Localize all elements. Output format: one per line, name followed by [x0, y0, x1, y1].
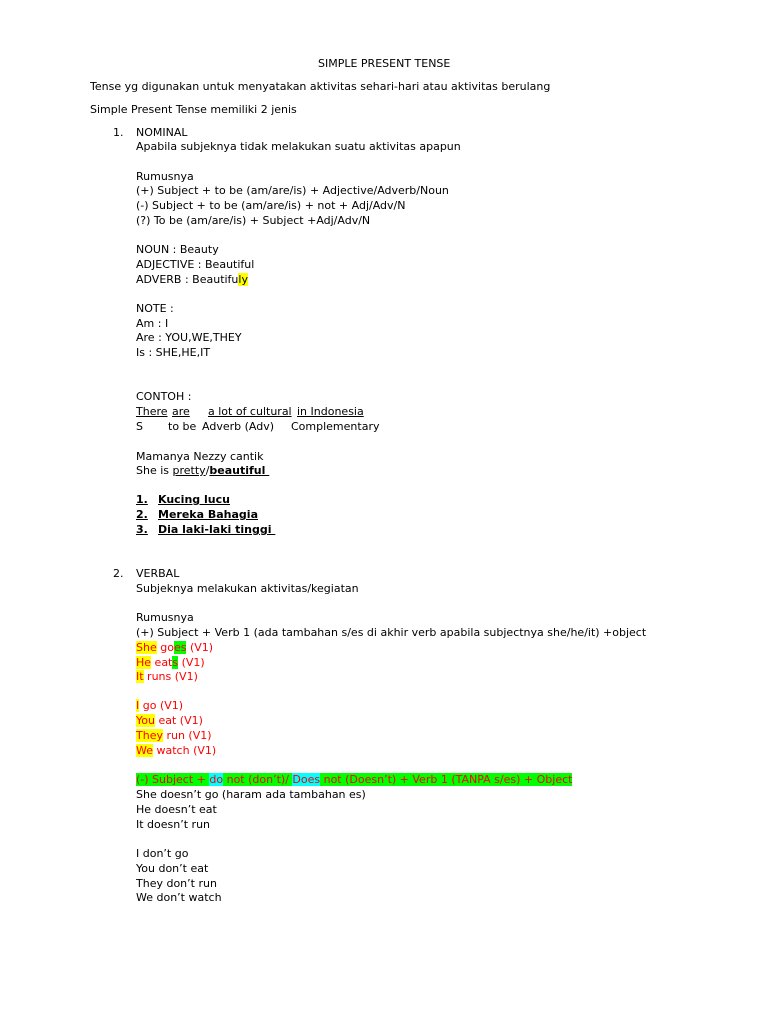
adjective-line: ADJECTIVE : Beautiful	[136, 258, 255, 271]
example-indonesian: Mamanya Nezzy cantik	[136, 450, 264, 463]
exercise-num-3: 3.	[136, 523, 148, 536]
subject-she: She	[136, 641, 157, 654]
contoh-role-subject: S	[136, 420, 143, 433]
neg-formula-do: do	[209, 773, 224, 786]
nominal-description: Apabila subjeknya tidak melakukan suatu aktivitas apapun	[136, 140, 461, 153]
exercise-text-3: Dia laki-laki tinggi	[158, 523, 276, 536]
subject-you: You	[136, 714, 155, 727]
verbal-example-we	[136, 744, 216, 758]
verbal-heading: VERBAL	[136, 567, 180, 580]
note-are: Are : YOU,WE,THEY	[136, 331, 242, 344]
nominal-formula-positive: (+) Subject + to be (am/are/is) + Adjective/Adverb/Noun	[136, 184, 449, 197]
neg-example-you: You don’t eat	[136, 862, 209, 875]
document-title: SIMPLE PRESENT TENSE	[318, 57, 451, 70]
verb-eat: eat	[154, 656, 173, 669]
exercise-text-1: Kucing lucu	[158, 493, 230, 506]
subject-it: It	[136, 670, 144, 683]
verb-eat-plain: eat (V1)	[154, 714, 203, 727]
v1-label: (V1)	[178, 656, 205, 669]
example-english	[136, 464, 269, 478]
example-pretty: pretty	[172, 464, 206, 477]
neg-formula-does: Does	[292, 773, 321, 786]
note-am: Am : I	[136, 317, 169, 330]
example-beautiful: beautiful	[209, 464, 270, 477]
neg-formula-part-b: not (don’t)/	[223, 773, 293, 786]
verb-watch-plain: watch (V1)	[153, 744, 217, 757]
verbal-rumus-label: Rumusnya	[136, 611, 194, 624]
nominal-rumus-label: Rumusnya	[136, 170, 194, 183]
contoh-role-adverb: Adverb (Adv)	[202, 420, 274, 433]
intro-text: Tense yg digunakan untuk menyatakan aktivitas sehari-hari atau aktivitas berulang	[90, 80, 551, 93]
subject-he: He	[136, 656, 152, 669]
neg-formula-part-a: (-) Subject +	[136, 773, 210, 786]
list-number-1: 1.	[113, 126, 124, 139]
exercise-num-1: 1.	[136, 493, 148, 506]
verbal-formula-negative	[136, 773, 572, 787]
note-label: NOTE :	[136, 302, 174, 315]
subject-we: We	[136, 744, 153, 757]
neg-example-we: We don’t watch	[136, 891, 222, 904]
neg-example-it: It doesn’t run	[136, 818, 211, 831]
neg-formula-part-c: not (Doesn’t) + Verb 1 (TANPA s/es) + Object	[320, 773, 573, 786]
neg-example-she: She doesn’t go (haram ada tambahan es)	[136, 788, 366, 801]
exercise-num-2: 2.	[136, 508, 148, 521]
neg-example-i: I don’t go	[136, 847, 189, 860]
nominal-formula-negative: (-) Subject + to be (am/are/is) + not + Adj/Adv/N	[136, 199, 406, 212]
types-text: Simple Present Tense memiliki 2 jenis	[90, 103, 297, 116]
verbal-example-he	[136, 656, 205, 670]
example-prefix: She is	[136, 464, 173, 477]
verbal-example-i	[136, 699, 183, 713]
contoh-label: CONTOH :	[136, 390, 192, 403]
suffix-es: es	[173, 641, 187, 654]
adverb-text: ADVERB : Beautifu	[136, 273, 239, 286]
adverb-line	[136, 273, 248, 287]
subject-i: I	[136, 699, 140, 712]
verb-go-plain: go (V1)	[139, 699, 184, 712]
contoh-word-tobe: are	[172, 405, 190, 418]
verb-go: go	[160, 641, 174, 654]
verb-run-plain: run (V1)	[162, 729, 212, 742]
verbal-example-she	[136, 641, 213, 655]
note-is: Is : SHE,HE,IT	[136, 346, 211, 359]
contoh-role-tobe: to be	[168, 420, 197, 433]
nominal-heading: NOMINAL	[136, 126, 188, 139]
contoh-word-subject: There	[136, 405, 168, 418]
list-number-2: 2.	[113, 567, 124, 580]
verbal-example-they	[136, 729, 212, 743]
verbal-description: Subjeknya melakukan aktivitas/kegiatan	[136, 582, 359, 595]
noun-line: NOUN : Beauty	[136, 243, 219, 256]
contoh-word-adverb: a lot of cultural	[208, 405, 292, 418]
example-slash: /	[205, 464, 210, 477]
nominal-formula-question: (?) To be (am/are/is) + Subject +Adj/Adv/N	[136, 214, 371, 227]
contoh-word-complement: in Indonesia	[297, 405, 364, 418]
neg-example-he: He doesn’t eat	[136, 803, 217, 816]
verb-runs: runs (V1)	[143, 670, 198, 683]
verbal-example-it	[136, 670, 198, 684]
subject-they: They	[136, 729, 163, 742]
verbal-formula-positive: (+) Subject + Verb 1 (ada tambahan s/es di akhir verb apabila subjectnya she/he/it) +object	[136, 626, 647, 639]
neg-example-they: They don’t run	[136, 877, 217, 890]
exercise-text-2: Mereka Bahagia	[158, 508, 258, 521]
contoh-role-complement: Complementary	[291, 420, 380, 433]
verbal-example-you	[136, 714, 203, 728]
adverb-highlight: ly	[238, 273, 248, 286]
v1-label: (V1)	[186, 641, 214, 654]
suffix-s: s	[172, 656, 179, 669]
